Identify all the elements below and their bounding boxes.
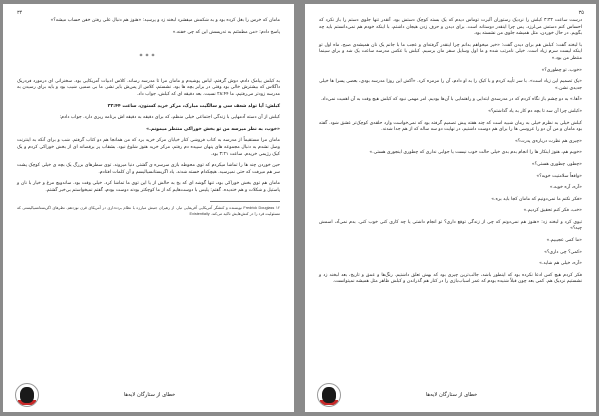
dialogue: «کمی؟ چی داری؟»	[544, 249, 582, 255]
footnote	[17, 205, 280, 217]
paragraph: مامان هم توی بخش خوراکی بود، تنها گوشه ای که بخ به حالش از یا این توی ما تماشا کرد. خیلی وقت بود. ساندویچ مرغ و خیار با نان و پاستیل و شکلات و هم خندیده. گفتم: پلیس با دوست‌هایم که از ما کوچکتر بودند دوست بودم، گفتم نمیخواستم بی‌خبر گشتم.	[17, 181, 280, 193]
footnote-english: Fredrick Douglass	[243, 205, 275, 210]
left-footer	[15, 384, 282, 406]
paragraph-quote: «خوب، به نظر میرسه من تو بخش خوراکی منتظر میمونم.»	[146, 126, 280, 132]
section-break: ***	[139, 53, 158, 61]
right-page-number: ۳۵	[578, 10, 584, 16]
footnote-marker: ۱۲	[275, 204, 280, 210]
dialogue: «آره، آره خوبه.»	[549, 185, 582, 191]
dialogue: «خوبم هم، هنوز اینکار ها را انجام بدم بدی خیلی حالت خوب نیست یا جوابی نداری که چطوری اینجوری هستی.»	[369, 150, 582, 156]
left-page	[3, 4, 294, 412]
footnote-text: نویسنده و کنشگر آمریکایی آفریقایی تبار، از رهبران جنبش مبارزه با نظام برده‌داری در آمریکای قرن نوزدهم. نظرهای اگزیستانسیالیستی که مسئولیت فرد را در کنش‌هایش تاکید می‌کند.	[17, 204, 280, 216]
right-footer	[317, 384, 584, 406]
dialogue: «کبلش چرا آن سه تا بچه دم کار به یاد گذاشتم؟»	[488, 108, 582, 114]
dialogue: «ما کمی عجیبیم.»	[546, 238, 582, 244]
paragraph: تیوی کرد و لبخند زد: «هنوز هم نمی‌دونم که چی از زندگی توقع داری؟ تو انجام داشتی یا چه کاری کنی خوب کنی. بدم نمی‌آد، اسمش چیه؟»	[319, 219, 582, 232]
paragraph: به کبلش بیامک دادم، دوش گرفتم، لباس پوشیدم و مامان مرا تا مدرسه رساند. کلاس ادبیات آمریکایی بود. سخنرانی ای درمورد فردریک داگلاس که بیشترش خالی بود وقتی در برابر بچه ها بود. نشستم، کلاس از پس‌ش بایر نشر. ما بی ضمیر، شیب بود و باید برای رسیدن به مدرسه زودتر می‌رفتیم، ما ۲۸:۴۴ نسبت. بعد دقیقه ای که کبلش، جواب داد.	[17, 78, 280, 97]
footer-book-title: خطای از ستارگان لایه‌ها	[425, 391, 478, 398]
paragraph-heading: کبلش: آیا تولد شعف سی و سالگیت مبارک، مرکز خرید کستون، ساعت ۳۲:۴۴	[107, 103, 280, 109]
dialogue: «آها.» به دو چشم باز نگاه کردم که در مدرسه‌ی ابتدایی و راهنمایی با آن‌ها بودیم. امر مهمی نبود که کبلش هیچ وقت به آن اهمیت نمی‌داد.	[320, 97, 582, 103]
left-page-number: ۳۴	[17, 10, 23, 16]
dialogue: «یک تصمیم این زیاد است». با سر تأیید کردم و با کیک را به او دادم، آن را مزمزه کرد. «آکش این روزا مدرسه بودی، بعضی پسرا ها خیلی جدیدی نشن.»	[319, 79, 582, 91]
footer-book-title: خطای از ستارگان لایه‌ها	[123, 391, 176, 398]
paragraph: فکر کردم هیچ کس ادعا نکرده بود که اینطور باشد، جالب‌ترین چیزی بود که بهش تعلق داشتیم. رنگ‌ها و عمق و تاریخ، بعد لبخند زد و نشستیم نزدیک هم. کمی بعد چون قبلاً شنیده بودم که عمر اسباب‌بازی را در کنار هم گذراندن و کبلش ظاهر مثل همیشه نمیتوانست.	[319, 272, 582, 285]
paragraph: مامان که خرس را بغل کرده بود و به شکمش میفشرد لبخند زد و پرسید: «هنوز هم دنبال علی رفتن خفن حساب میشه؟»	[50, 18, 280, 23]
right-page	[305, 4, 596, 412]
dialogue: «چطور، چطوری هستی؟»	[531, 161, 582, 167]
dialogue: «خوب، تو چطوری؟»	[541, 67, 582, 73]
dialogue: «فکر نکنم ما نمی‌دونیم که مامان کجا باید بره.»	[491, 196, 582, 202]
dialogue: «واقعاً سلامتیت خوبه؟»	[536, 173, 582, 179]
paragraph: پاسخ دادم: «من مطمئنم به تدریسش این که چی خفنه.»	[172, 29, 280, 35]
dialogue: «چیزی هم نظرت درباره‌ی پدرت؟»	[514, 138, 582, 144]
footnote-rule	[210, 201, 280, 202]
dialogue: «خب، فکر کنم تحقیق کردیم.»	[523, 208, 582, 214]
paragraph: با لبخند گفت: کبلش هم برای دیدن گفت: «خیر میخواهم بدانم چرا اینقدر گرفته‌ای و عجب ما با جانم یک نان همیشه‌ی صبح، ماه اول تو اینکه لیست سرم زیاد است. خیلی نامرتب شده و ما اول وسایل سفر مان برسیم. کبلش با عکس مدرسه ساعت یک شد و برای سینما منتظر من بود.»	[319, 42, 582, 61]
paragraph: مامان مرا مستقیماً از مدرسه به کتاب فروشی کنار خیابان مرکز خرید برد که من همانجا هم دو کتاب گرفتم. شب و برای آنکه به اینترنت وصل نشدم به دنبال مجموعه های پنهان سپیده دم رفتم، مرکز خرید هنوز شلوغ نبود. بشقاب پر برقصانه ای از بخش خوراکی کردم و یک کیک رژیمی خریدم. ساعت ۳:۲۱ بود.	[17, 138, 280, 157]
paragraph: حین خوردن چند ها را تماشا میکردم که توی محوطه بازی سرسره ی گشتی دنیا میروند. توی سطرهای بزرگ یک بچه ی خیلی کوچک پشت سر هم میرفت که حتی نمیرسید. هیچکدام خسته شدند. یاد اگزیستانسیالیسم و آن کلمات افتادم.	[17, 163, 280, 175]
paragraph: کبلش خیلی به نظرم خیلی به رمان شبیه است که چند هفته پیش تصمیم گرفته بود که نمی‌خواست وارد حلقه‌ی کوچک‌تر عشق شود. گفته بود مامان و من آن دو را عروسی ها را برای هم دوست داشتیم، در نهایت دو سه ساله که از هم جدا شدند.	[319, 120, 582, 133]
paragraph: درست ساعت ۳:۳۲ کبلش را نزدیک رستوران آلبرت توماس دیدم که یک بسته کوچک دستش بود. آنقدر تنها جلوی دستم را باز نکرد که احساس کنم دستش می‌لرزد. پس چرا اینقدر دوستانه است. برای دیدن و حرف زدن هیجان داشتم، با اینکه خودم هم نمی‌دانستم باید چه بگویم. در حال خوردن، مثل همیشه جلوی من نشسته بود.	[319, 18, 582, 37]
publisher-logo-icon	[317, 383, 341, 407]
publisher-logo-icon	[15, 383, 39, 407]
paragraph: کبلش از آن دسته آدمهایی با زندگی اجتماعی خیلی منظم، که برای دقیقه به دقیقه اش برنامه ریزی دارد. جواب دادم:	[59, 115, 280, 121]
footnote-english-2: Existentially	[189, 211, 210, 216]
dialogue: «آره، خیلی هم شاید.»	[539, 261, 582, 267]
